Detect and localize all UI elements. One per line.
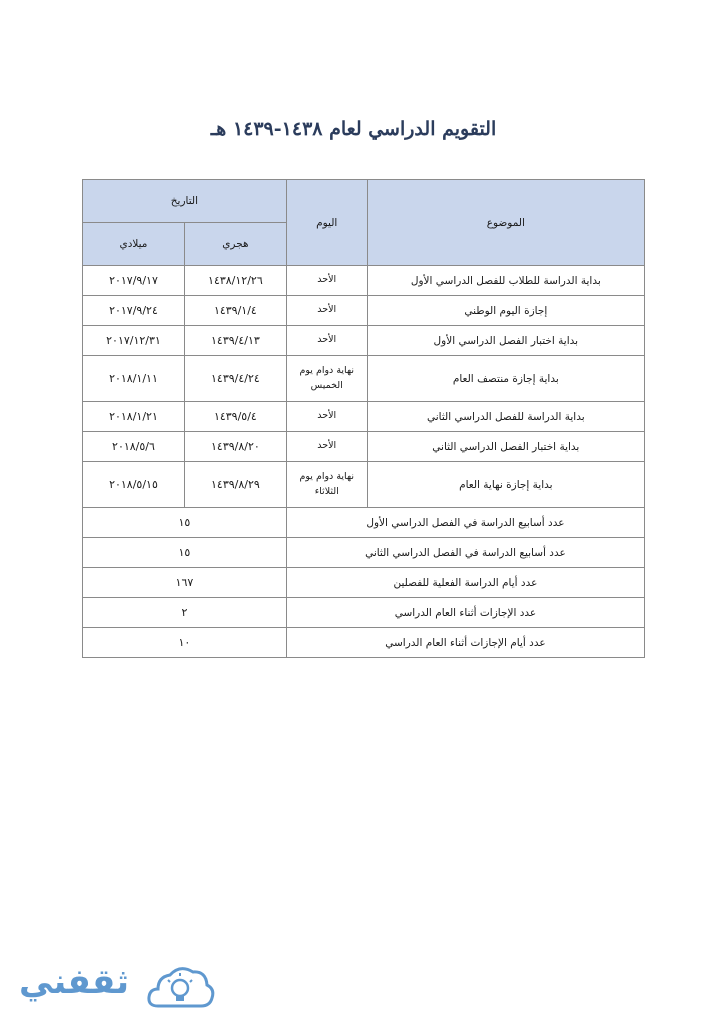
row-hijri: ١٤٣٩/٤/١٣ [184,326,286,356]
row-day: الأحد [286,326,367,356]
summary-value: ١٦٧ [83,568,287,598]
row-topic: بداية الدراسة للفصل الدراسي الثاني [367,402,644,432]
row-hijri: ١٤٣٩/٨/٢٠ [184,432,286,462]
row-day: نهاية دوام يوم الثلاثاء [286,462,367,508]
row-hijri: ١٤٣٩/٤/٢٤ [184,356,286,402]
row-hijri: ١٤٣٨/١٢/٢٦ [184,266,286,296]
row-topic: بداية اختبار الفصل الدراسي الأول [367,326,644,356]
row-topic: بداية إجازة نهاية العام [367,462,644,508]
summary-label: عدد أيام الدراسة الفعلية للفصلين [286,568,644,598]
header-hijri: هجري [184,223,286,266]
summary-value: ٢ [83,598,287,628]
row-gregorian: ٢٠١٨/١/٢١ [83,402,185,432]
row-topic: بداية الدراسة للطلاب للفصل الدراسي الأول [367,266,644,296]
row-gregorian: ٢٠١٧/٩/٢٤ [83,296,185,326]
table-row [83,266,645,296]
summary-row [83,568,645,598]
table-row [83,356,645,402]
row-topic: إجازة اليوم الوطني [367,296,644,326]
summary-row [83,508,645,538]
header-date: التاريخ [83,180,287,223]
summary-value: ١٥ [83,538,287,568]
row-hijri: ١٤٣٩/٨/٢٩ [184,462,286,508]
summary-value: ١٥ [83,508,287,538]
header-gregorian: ميلادي [83,223,185,266]
row-hijri: ١٤٣٩/١/٤ [184,296,286,326]
row-day: الأحد [286,402,367,432]
summary-label: عدد أسابيع الدراسة في الفصل الدراسي الثاني [286,538,644,568]
row-gregorian: ٢٠١٧/٩/١٧ [83,266,185,296]
table-row [83,296,645,326]
summary-label: عدد الإجازات أثناء العام الدراسي [286,598,644,628]
summary-label: عدد أيام الإجازات أثناء العام الدراسي [286,628,644,658]
header-day: اليوم [286,180,367,266]
row-gregorian: ٢٠١٧/١٢/٣١ [83,326,185,356]
summary-row [83,628,645,658]
lightbulb-cloud-icon [144,960,216,1016]
row-day: الأحد [286,266,367,296]
summary-label: عدد أسابيع الدراسة في الفصل الدراسي الأول [286,508,644,538]
table-row [83,326,645,356]
site-logo [4,958,234,1018]
logo-text: ثقفني [19,962,129,1002]
row-gregorian: ٢٠١٨/٥/١٥ [83,462,185,508]
summary-row [83,538,645,568]
row-day: الأحد [286,296,367,326]
row-day: الأحد [286,432,367,462]
table-row [83,462,645,508]
calendar-table [82,179,645,658]
row-topic: بداية اختبار الفصل الدراسي الثاني [367,432,644,462]
row-hijri: ١٤٣٩/٥/٤ [184,402,286,432]
header-topic: الموضوع [367,180,644,266]
table-row [83,432,645,462]
row-gregorian: ٢٠١٨/١/١١ [83,356,185,402]
summary-value: ١٠ [83,628,287,658]
summary-row [83,598,645,628]
row-day: نهاية دوام يوم الخميس [286,356,367,402]
page-title: التقويم الدراسي لعام ١٤٣٨-١٤٣٩ هـ [210,118,497,140]
table-row [83,402,645,432]
row-gregorian: ٢٠١٨/٥/٦ [83,432,185,462]
row-topic: بداية إجازة منتصف العام [367,356,644,402]
